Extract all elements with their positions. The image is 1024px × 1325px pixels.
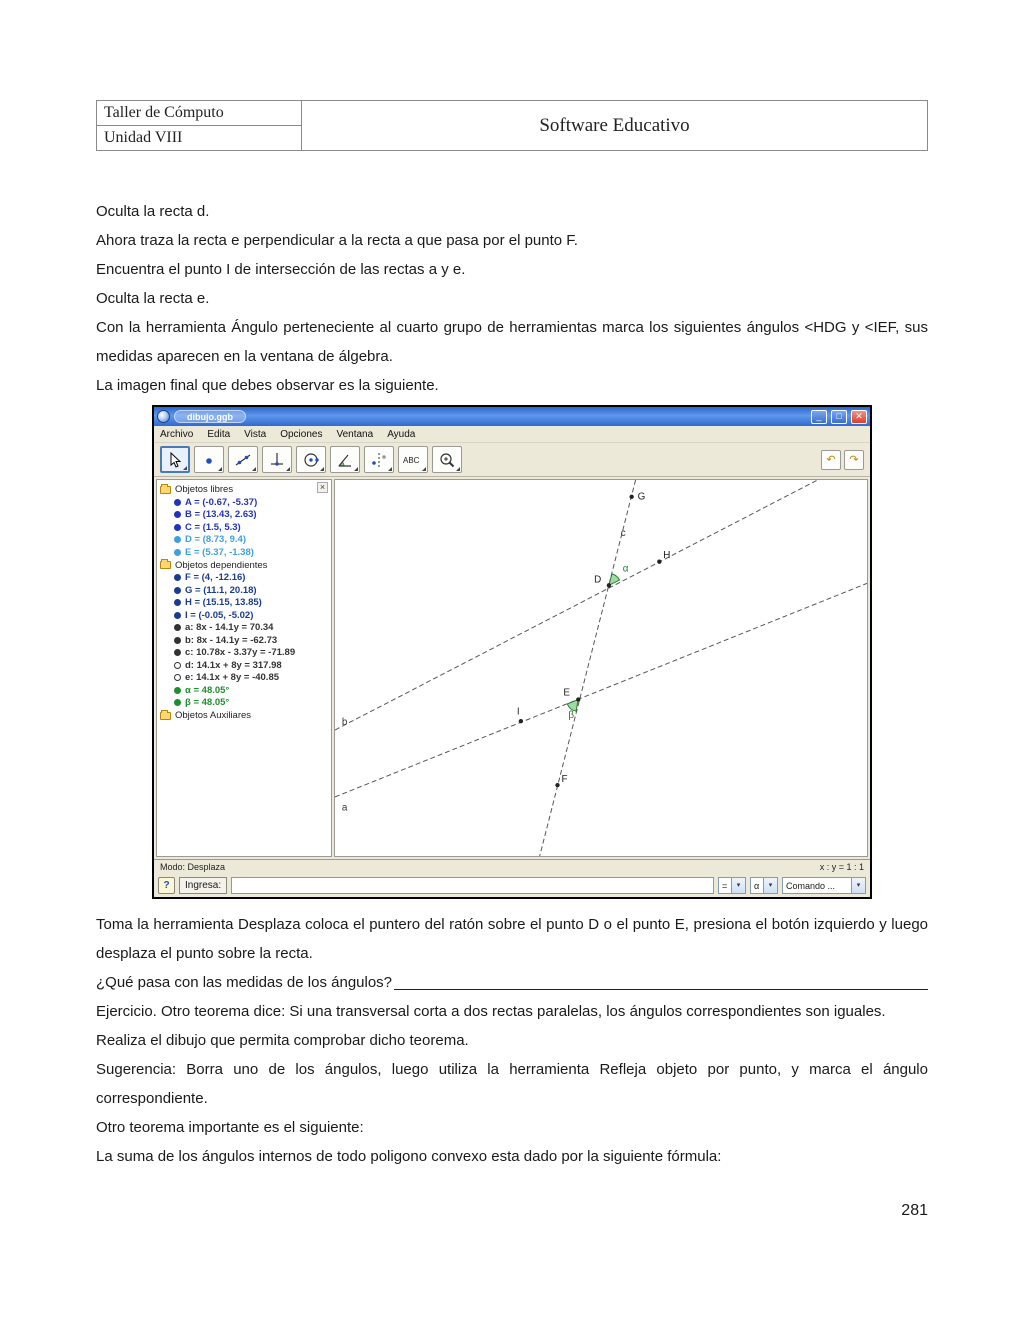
header-course: Taller de Cómputo bbox=[97, 101, 302, 126]
algebra-free-header[interactable]: Objetos libres bbox=[160, 483, 331, 496]
input-bar bbox=[154, 874, 870, 897]
visibility-marble-icon[interactable] bbox=[174, 574, 181, 581]
menu-item[interactable]: Archivo bbox=[160, 428, 194, 440]
algebra-item[interactable]: B = (13.43, 2.63) bbox=[160, 509, 331, 522]
tool-reflect-button[interactable] bbox=[364, 446, 394, 473]
undo-button[interactable]: ↶ bbox=[821, 450, 841, 470]
zoom-in-icon bbox=[438, 451, 456, 469]
window-title: dibujo.ggb bbox=[174, 410, 246, 423]
greek-letter-dropdown[interactable]: α ▾ bbox=[750, 877, 778, 894]
paragraph: Oculta la recta d. bbox=[96, 203, 210, 220]
minimize-button[interactable]: _ bbox=[811, 410, 827, 424]
paragraph: Realiza el dibujo que permita comprobar dicho teorema. bbox=[96, 1032, 469, 1049]
algebra-item[interactable]: E = (5.37, -1.38) bbox=[160, 546, 331, 559]
redo-button[interactable]: ↷ bbox=[844, 450, 864, 470]
angle-icon bbox=[336, 451, 354, 469]
svg-text:c: c bbox=[620, 528, 626, 540]
point-icon bbox=[200, 451, 218, 469]
point-E bbox=[576, 697, 580, 701]
algebra-item[interactable]: A = (-0.67, -5.37) bbox=[160, 496, 331, 509]
paragraph: Otro teorema importante es el siguiente: bbox=[96, 1119, 364, 1136]
algebra-item[interactable]: β = 48.05° bbox=[160, 697, 331, 710]
visibility-marble-icon[interactable] bbox=[174, 549, 181, 556]
algebra-item[interactable]: d: 14.1x + 8y = 317.98 bbox=[160, 659, 331, 672]
command-dropdown[interactable]: Comando ... ▾ bbox=[782, 877, 866, 894]
svg-text:H: H bbox=[663, 549, 671, 561]
paragraph: Ahora traza la recta e perpendicular a la recta a que pasa por el punto F. bbox=[96, 232, 578, 249]
visibility-marble-icon[interactable] bbox=[174, 674, 181, 681]
close-button[interactable]: ✕ bbox=[851, 410, 867, 424]
svg-text:I: I bbox=[516, 706, 520, 718]
visibility-marble-icon[interactable] bbox=[174, 624, 181, 631]
svg-text:E: E bbox=[563, 687, 571, 699]
algebra-item[interactable]: F = (4, -12.16) bbox=[160, 572, 331, 585]
input-label: Ingresa: bbox=[179, 877, 227, 894]
line-icon bbox=[234, 451, 252, 469]
tool-line-button[interactable] bbox=[228, 446, 258, 473]
command-input[interactable] bbox=[231, 877, 714, 894]
menu-item[interactable]: Ventana bbox=[336, 428, 374, 440]
paragraph: Oculta la recta e. bbox=[96, 290, 210, 307]
paragraph: Ejercicio. Otro teorema dice: Si una transversal corta a dos rectas paralelas, los ángulos correspondientes son iguales. bbox=[96, 1003, 886, 1020]
tool-circle-button[interactable] bbox=[296, 446, 326, 473]
visibility-marble-icon[interactable] bbox=[174, 524, 181, 531]
algebra-item[interactable]: a: 8x - 14.1y = 70.34 bbox=[160, 622, 331, 635]
menu-item[interactable]: Opciones bbox=[280, 428, 323, 440]
tool-angle-button[interactable] bbox=[330, 446, 360, 473]
answer-blank-line bbox=[394, 968, 928, 990]
reflect-object-icon bbox=[370, 451, 388, 469]
visibility-marble-icon[interactable] bbox=[174, 662, 181, 669]
geometry-drawing bbox=[335, 480, 867, 856]
svg-text:D: D bbox=[594, 574, 602, 586]
folder-icon bbox=[160, 712, 171, 720]
geogebra-window bbox=[152, 405, 872, 899]
paragraph: La suma de los ángulos internos de todo poligono convexo esta dado por la siguiente fórmula: bbox=[96, 1148, 722, 1165]
paragraph: Encuentra el punto I de intersección de las rectas a y e. bbox=[96, 261, 466, 278]
move-arrow-icon bbox=[166, 451, 184, 469]
svg-text:b: b bbox=[341, 717, 348, 729]
question-text: ¿Qué pasa con las medidas de los ángulos? bbox=[96, 974, 393, 991]
page-number: 281 bbox=[901, 1202, 928, 1219]
toolbar bbox=[154, 443, 870, 477]
visibility-marble-icon[interactable] bbox=[174, 511, 181, 518]
algebra-panel bbox=[156, 479, 332, 857]
tool-point-button[interactable] bbox=[194, 446, 224, 473]
perpendicular-line-icon bbox=[268, 451, 286, 469]
tool-perpendicular-button[interactable] bbox=[262, 446, 292, 473]
folder-icon bbox=[160, 486, 171, 494]
algebra-dependent-list bbox=[160, 572, 331, 710]
algebra-item[interactable]: e: 14.1x + 8y = -40.85 bbox=[160, 672, 331, 685]
svg-text:F: F bbox=[561, 774, 568, 786]
point-D bbox=[607, 583, 611, 587]
tool-zoom-button[interactable] bbox=[432, 446, 462, 473]
svg-text:a: a bbox=[341, 802, 348, 814]
algebra-dependent-header[interactable]: Objetos dependientes bbox=[160, 559, 331, 572]
chevron-down-icon: ▾ bbox=[851, 878, 865, 893]
paragraph: Con la herramienta Ángulo perteneciente al cuarto grupo de herramientas marca los siguientes ángulos <HDG y <IEF, sus medidas aparecen en la ventana de álgebra. bbox=[96, 319, 928, 365]
axis-ratio: x : y = 1 : 1 bbox=[819, 862, 864, 872]
header-table bbox=[96, 100, 928, 151]
visibility-marble-icon[interactable] bbox=[174, 612, 181, 619]
menu-item[interactable]: Ayuda bbox=[387, 428, 416, 440]
point-I bbox=[519, 719, 523, 723]
circle-icon bbox=[302, 451, 320, 469]
visibility-marble-icon[interactable] bbox=[174, 637, 181, 644]
menu-bar bbox=[154, 426, 870, 443]
point-G bbox=[629, 495, 633, 499]
text-tool-icon bbox=[402, 451, 424, 469]
visibility-marble-icon[interactable] bbox=[174, 587, 181, 594]
body-text bbox=[96, 197, 928, 1171]
question-with-blank bbox=[96, 968, 928, 997]
header-subject: Software Educativo bbox=[302, 101, 928, 151]
algebra-free-list bbox=[160, 496, 331, 559]
help-button[interactable]: ? bbox=[158, 877, 175, 894]
algebra-item[interactable]: I = (-0.05, -5.02) bbox=[160, 609, 331, 622]
app-logo-icon bbox=[157, 410, 170, 423]
algebra-item[interactable]: D = (8.73, 9.4) bbox=[160, 534, 331, 547]
window-main-area bbox=[154, 477, 870, 859]
visibility-marble-icon[interactable] bbox=[174, 536, 181, 543]
paragraph: Sugerencia: Borra uno de los ángulos, luego utiliza la herramienta Refleja objeto por punto, y marca el ángulo correspondiente. bbox=[96, 1061, 928, 1107]
paragraph: Toma la herramienta Desplaza coloca el puntero del ratón sobre el punto D o el punto E, presiona el botón izquierdo y luego desplaza el punto sobre la recta. bbox=[96, 916, 928, 962]
tool-text-button[interactable] bbox=[398, 446, 428, 473]
folder-icon bbox=[160, 561, 171, 569]
point-F bbox=[555, 783, 559, 787]
paragraph: La imagen final que debes observar es la siguiente. bbox=[96, 377, 439, 394]
status-bar bbox=[154, 859, 870, 874]
header-unit: Unidad VIII bbox=[97, 126, 302, 151]
chevron-down-icon: ▾ bbox=[763, 878, 777, 893]
algebra-auxiliary-header[interactable]: Objetos Auxiliares bbox=[160, 709, 331, 722]
algebra-item[interactable]: α = 48.05° bbox=[160, 684, 331, 697]
algebra-item[interactable]: H = (15.15, 13.85) bbox=[160, 597, 331, 610]
maximize-button[interactable]: □ bbox=[831, 410, 847, 424]
mode-indicator: Modo: Desplaza bbox=[160, 862, 226, 872]
algebra-item[interactable]: G = (11.1, 20.18) bbox=[160, 584, 331, 597]
svg-text:G: G bbox=[637, 491, 646, 503]
tool-move-button[interactable] bbox=[160, 446, 190, 473]
algebra-item[interactable]: C = (1.5, 5.3) bbox=[160, 521, 331, 534]
svg-text:ABC: ABC bbox=[403, 455, 420, 465]
chevron-down-icon: ▾ bbox=[731, 878, 745, 893]
visibility-marble-icon[interactable] bbox=[174, 499, 181, 506]
menu-item[interactable]: Edita bbox=[207, 428, 231, 440]
visibility-marble-icon[interactable] bbox=[174, 599, 181, 606]
svg-text:β: β bbox=[568, 710, 575, 722]
svg-text:α: α bbox=[622, 563, 629, 575]
algebra-item[interactable]: b: 8x - 14.1y = -62.73 bbox=[160, 634, 331, 647]
window-titlebar[interactable] bbox=[154, 407, 870, 426]
algebra-close-icon[interactable]: × bbox=[317, 482, 328, 493]
equals-dropdown[interactable]: = ▾ bbox=[718, 877, 746, 894]
menu-item[interactable]: Vista bbox=[244, 428, 267, 440]
visibility-marble-icon[interactable] bbox=[174, 687, 181, 694]
visibility-marble-icon[interactable] bbox=[174, 649, 181, 656]
visibility-marble-icon[interactable] bbox=[174, 699, 181, 706]
toolbar-right-group bbox=[821, 450, 864, 470]
graphics-view[interactable] bbox=[334, 479, 868, 857]
point-H bbox=[657, 560, 661, 564]
algebra-item[interactable]: c: 10.78x - 3.37y = -71.89 bbox=[160, 647, 331, 660]
